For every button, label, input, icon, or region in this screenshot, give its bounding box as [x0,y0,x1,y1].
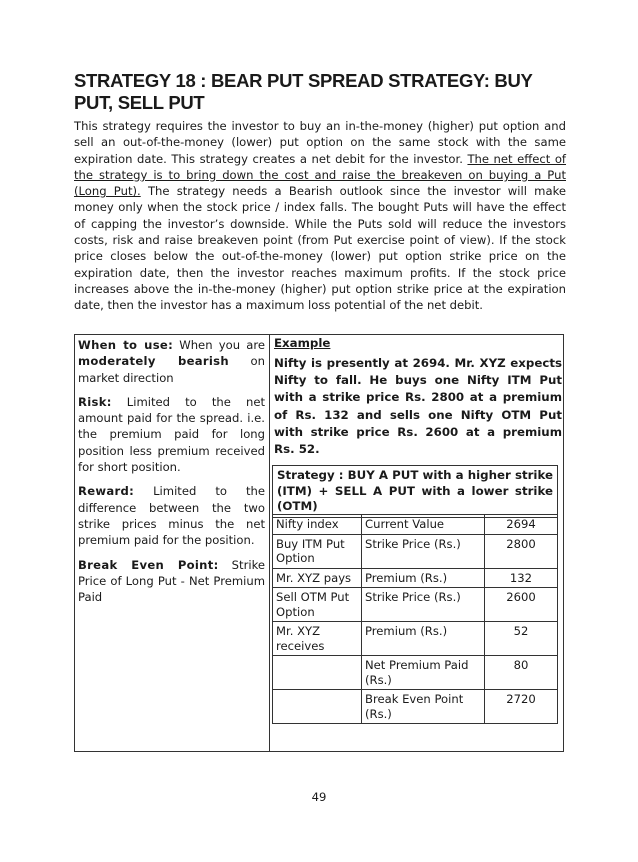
column-divider [269,334,270,752]
reward-label: Reward: [78,484,135,499]
table-cell-c1: Mr. XYZ pays [273,568,362,588]
table-cell-c3: 132 [485,568,558,588]
table-row [273,690,558,724]
risk-label: Risk: [78,394,112,409]
table-cell-c1: Nifty index [273,515,362,535]
page-title: STRATEGY 18 : BEAR PUT SPREAD STRATEGY: BUY PUT, SELL PUT [74,70,533,113]
table-cell-c1 [273,656,362,690]
strategy-description: Strategy : BUY A PUT with a higher strike (ITM) + SELL A PUT with a lower strike (OTM) [272,465,558,518]
reward [78,483,265,548]
table-cell-c3: 2694 [485,515,558,535]
table-cell-c3: 2800 [485,534,558,568]
table-cell-c2: Strike Price (Rs.) [362,534,485,568]
table-cell-c2: Strike Price (Rs.) [362,588,485,622]
intro-text-1: This strategy requires the investor to buy an in-the-money (higher) put option and sell an out-of-the-money (lower) put option on the same stock with the same expiration date. This strategy creates a net debit for the investor. [74,119,566,166]
risk-text: Limited to the net amount paid for the spread. i.e. the premium paid for long position less premium received for short position. [78,394,266,475]
intro-underlined-text: The net effect of the strategy is to bring down the cost and raise the breakeven on buying a Put (Long Put). [74,151,567,199]
when-to-use [78,337,265,386]
when-text-pre: When you are [179,338,266,352]
example-text: Nifty is presently at 2694. Mr. XYZ expects Nifty to fall. He buys one Nifty ITM Put with a strike price Rs. 2800 at a premium of Rs. 132 and sells one Nifty OTM Put with strike price Rs. 2600 at a premium Rs. 52. [274,356,562,457]
table-cell-c1 [273,690,362,724]
table-cell-c2: Break Even Point (Rs.) [362,690,485,724]
bep-label: Break Even Point: [78,557,219,572]
table-row [273,622,558,656]
table-cell-c1: Mr. XYZ receives [273,622,362,656]
when-bold: moderately bearish [78,354,229,369]
table-row [273,515,558,535]
table-cell-c1: Sell OTM Put Option [273,588,362,622]
risk [78,394,265,475]
table-row [273,568,558,588]
example-heading: Example [274,336,331,350]
intro-text-2: The strategy needs a Bearish outlook since the investor will make money only when the stock price / index falls. The bought Puts will have the effect of capping the investor’s downside. While the Puts sold will reduce the investors costs, risk and raise breakeven point (from Put exercise point of view). If the stock price closes below the out-of-the-money (lower) put option strike price on the expiration date, then the investor reaches maximum profits. If the stock price increases above the in-the-money (higher) put option strike price at the expiration date, then the investor has a maximum loss potential of the net debit. [74,184,567,313]
table-row [273,656,558,690]
intro-paragraph [74,118,566,314]
table-cell-c3: 2720 [485,690,558,724]
break-even [78,557,265,606]
strategy-summary [78,337,265,613]
payoff-table [272,514,558,724]
when-label: When to use: [78,338,174,352]
table-cell-c3: 80 [485,656,558,690]
table-cell-c2: Premium (Rs.) [362,622,485,656]
table-cell-c2: Premium (Rs.) [362,568,485,588]
bep-text: Strike Price of Long Put - Net Premium Paid [78,557,265,605]
table-cell-c3: 2600 [485,588,558,622]
when-text-post: on market direction [78,354,265,385]
table-cell-c2: Current Value [362,515,485,535]
table-row [273,534,558,568]
table-cell-c3: 52 [485,622,558,656]
table-cell-c2: Net Premium Paid (Rs.) [362,656,485,690]
page-number: 49 [311,790,327,804]
table-cell-c1: Buy ITM Put Option [273,534,362,568]
reward-text: Limited to the difference between the two strike prices minus the net premium paid for the position. [78,484,265,548]
table-row [273,588,558,622]
